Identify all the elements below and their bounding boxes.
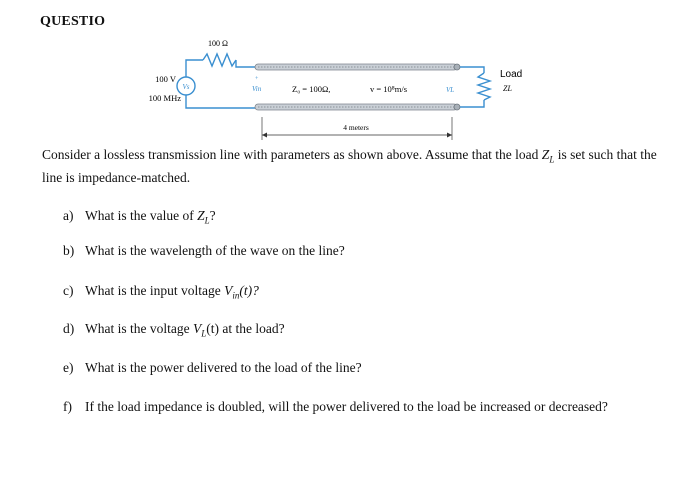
- svg-text:+: +: [255, 76, 259, 82]
- question-a: a) What is the value of $Z_L$?: [63, 208, 216, 226]
- vin-label: Vin: [252, 85, 262, 93]
- z0-label: Z₀ = 100Ω,: [292, 84, 331, 94]
- transmission-line-circuit: [0, 0, 700, 145]
- transmission-line-icon: [255, 64, 460, 110]
- load-title: Load: [500, 69, 523, 80]
- load-symbol: ZL: [503, 84, 512, 93]
- svg-text:Vs: Vs: [182, 83, 190, 91]
- question-d: d) What is the voltage $V_L(t)$ at the load?: [63, 321, 285, 339]
- question-e: e) What is the power delivered to the load of the line?: [63, 360, 362, 375]
- question-c: c) What is the input voltage $V_{in}(t)$?: [63, 283, 259, 301]
- vl-label: VL: [446, 86, 455, 94]
- length-label: 4 meters: [343, 123, 369, 132]
- source-frequency-label: 100 MHz: [148, 93, 181, 103]
- problem-statement: Consider a lossless transmission line with parameters as shown above. Assume that the load $Z_L$ is set such that the line is impedance-matched.: [42, 147, 657, 185]
- source-voltage-label: 100 V: [155, 74, 176, 84]
- velocity-label: v = 10⁸m/s: [370, 84, 408, 94]
- load-resistor-icon: [478, 73, 490, 100]
- question-heading: QUESTIO: [40, 14, 106, 29]
- question-f: f) If the load impedance is doubled, will the power delivered to the load be increased or decreased?: [63, 399, 608, 414]
- question-b: b) What is the wavelength of the wave on the line?: [63, 243, 345, 258]
- resistor-label: 100 Ω: [208, 39, 228, 48]
- resistor-icon: [203, 54, 236, 66]
